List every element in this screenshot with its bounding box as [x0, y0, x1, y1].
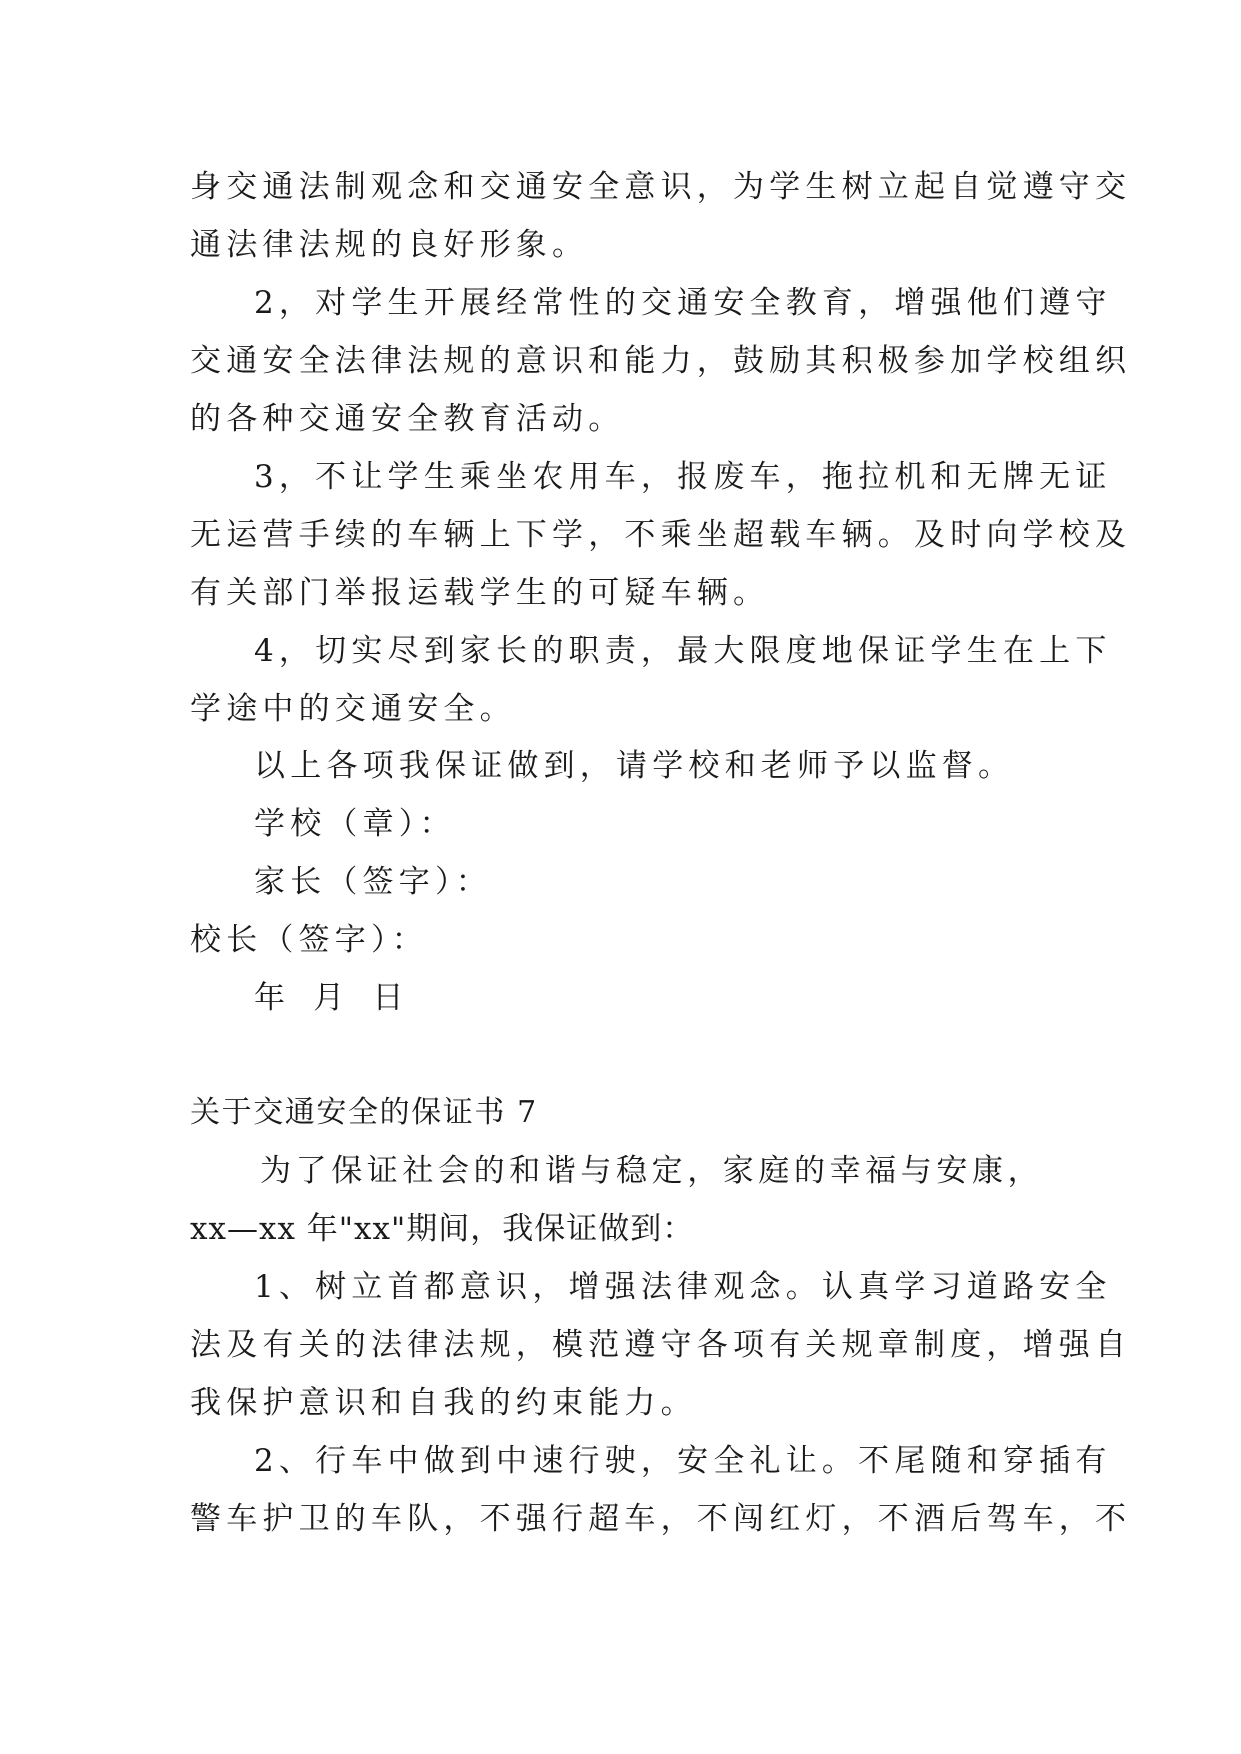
paragraph-line: xx—xx 年"xx"期间，我保证做到：	[190, 1211, 695, 1247]
paragraph-line: 3，不让学生乘坐农用车，报废车，拖拉机和无牌无证	[254, 459, 1112, 495]
paragraph-line: 2、行车中做到中速行驶，安全礼让。不尾随和穿插有	[254, 1443, 1112, 1479]
section-title: 关于交通安全的保证书 7	[190, 1095, 538, 1130]
parent-signature-label: 家长（签字）：	[254, 864, 492, 900]
pledge-statement: 以上各项我保证做到，请学校和老师予以监督。	[254, 748, 1015, 784]
paragraph-line: 学途中的交通安全。	[190, 691, 516, 727]
paragraph-line: 为了保证社会的和谐与稳定，家庭的幸福与安康，	[260, 1153, 1044, 1189]
paragraph-line: 警车护卫的车队，不强行超车，不闯红灯，不酒后驾车，不	[190, 1501, 1132, 1537]
paragraph-line: 我保护意识和自我的约束能力。	[190, 1385, 697, 1421]
paragraph-line: 1、树立首都意识，增强法律观念。认真学习道路安全	[254, 1269, 1112, 1305]
paragraph-line: 有关部门举报运载学生的可疑车辆。	[190, 575, 770, 611]
paragraph-line: 法及有关的法律法规，模范遵守各项有关规章制度，增强自	[190, 1327, 1132, 1363]
paragraph-line: 身交通法制观念和交通安全意识，为学生树立起自觉遵守交	[190, 169, 1132, 205]
date-label: 年 月 日	[254, 980, 409, 1016]
school-seal-label: 学校（章）：	[254, 806, 456, 842]
principal-signature-label: 校长（签字）：	[190, 922, 428, 958]
paragraph-line: 2，对学生开展经常性的交通安全教育，增强他们遵守	[254, 285, 1112, 321]
paragraph-line: 交通安全法律法规的意识和能力，鼓励其积极参加学校组织	[190, 343, 1132, 379]
paragraph-line: 通法律法规的良好形象。	[190, 227, 589, 263]
paragraph-line: 4，切实尽到家长的职责，最大限度地保证学生在上下	[254, 633, 1112, 669]
paragraph-line: 无运营手续的车辆上下学，不乘坐超载车辆。及时向学校及	[190, 517, 1132, 553]
paragraph-line: 的各种交通安全教育活动。	[190, 401, 625, 437]
